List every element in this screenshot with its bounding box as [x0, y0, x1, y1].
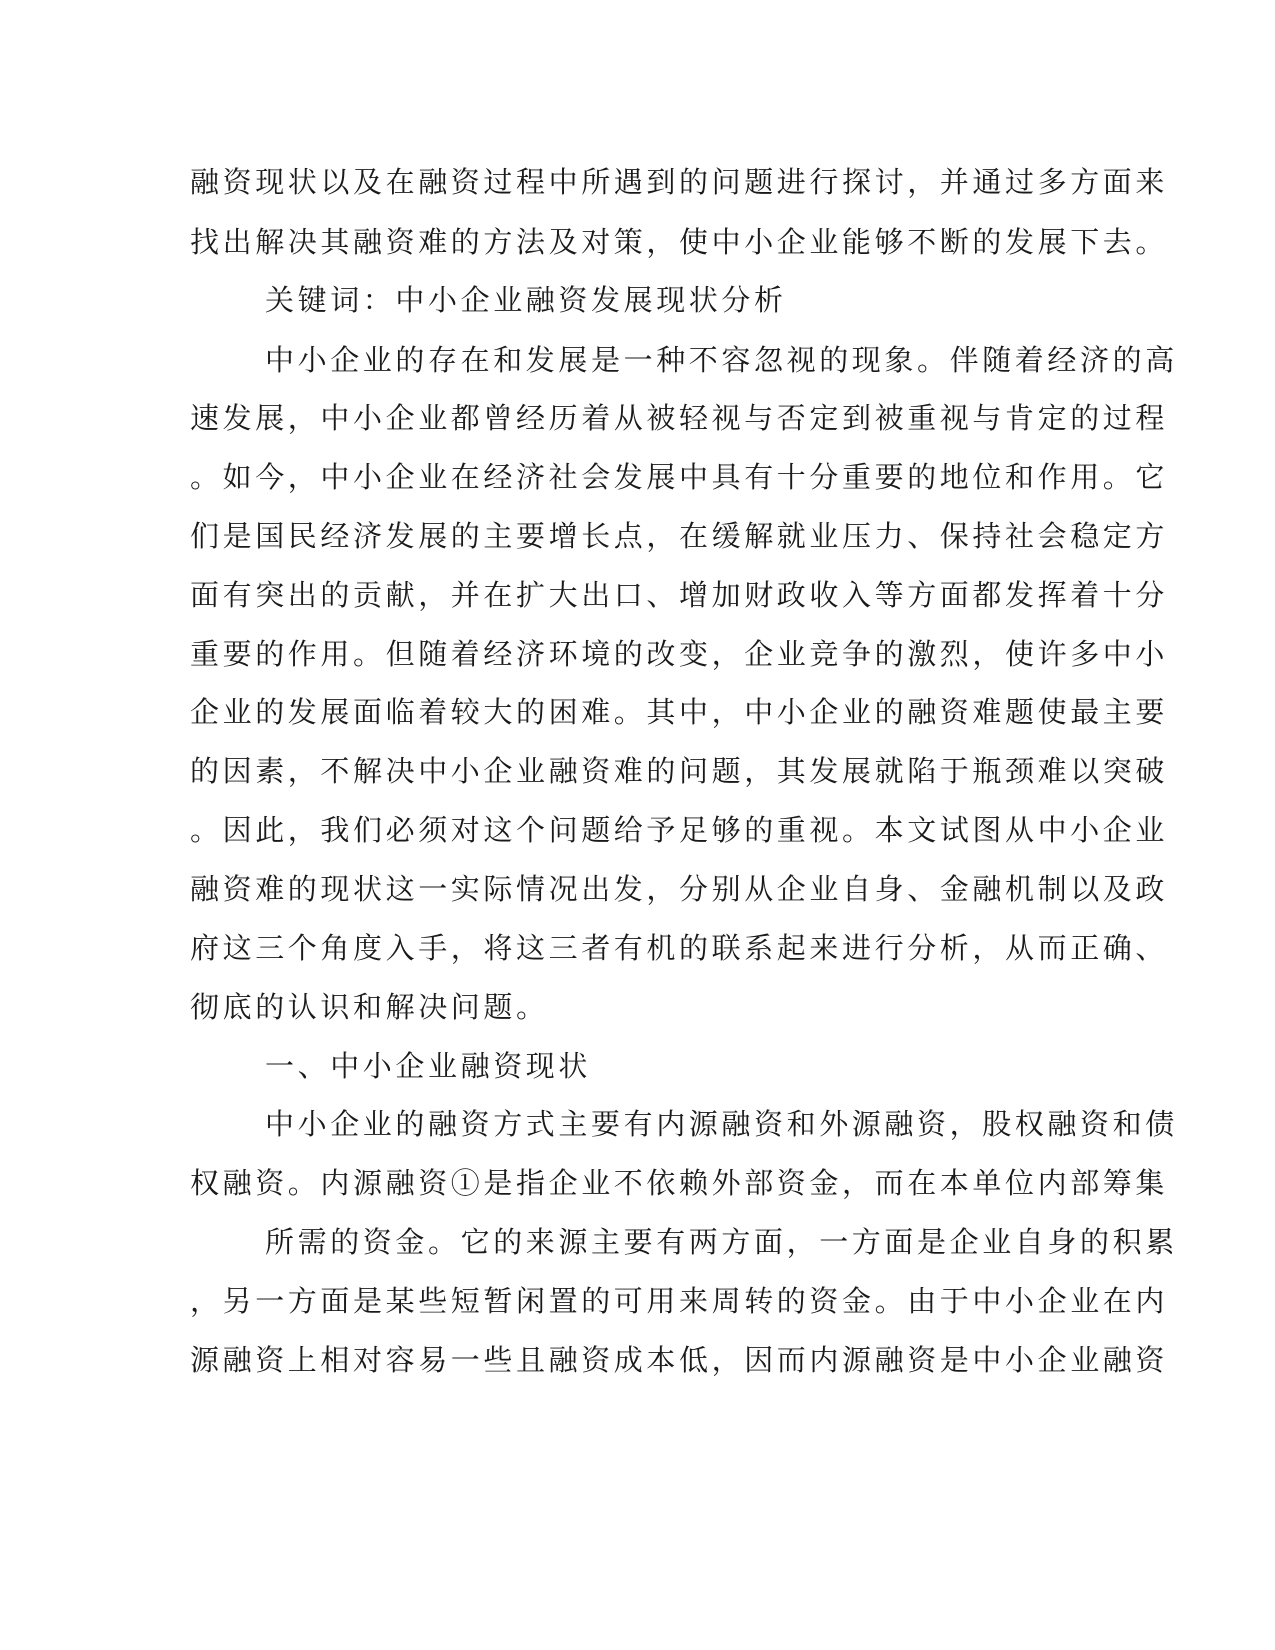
body-line: 融资现状以及在融资过程中所遇到的问题进行探讨，并通过多方面来 — [190, 165, 1169, 199]
body-line: 面有突出的贡献，并在扩大出口、增加财政收入等方面都发挥着十分 — [190, 578, 1169, 612]
paragraph-start-line: 中小企业的融资方式主要有内源融资和外源融资，股权融资和债 — [265, 1107, 1178, 1141]
body-line: 府这三个角度入手，将这三者有机的联系起来进行分析，从而正确、 — [190, 931, 1169, 965]
body-line: 速发展，中小企业都曾经历着从被轻视与否定到被重视与肯定的过程 — [190, 401, 1169, 435]
body-line: 。因此，我们必须对这个问题给予足够的重视。本文试图从中小企业 — [190, 813, 1169, 847]
body-line: 找出解决其融资难的方法及对策，使中小企业能够不断的发展下去。 — [190, 225, 1169, 259]
body-line: 的因素，不解决中小企业融资难的问题，其发展就陷于瓶颈难以突破 — [190, 754, 1169, 788]
body-line: 彻底的认识和解决问题。 — [190, 990, 549, 1024]
body-line: 源融资上相对容易一些且融资成本低，因而内源融资是中小企业融资 — [190, 1343, 1169, 1377]
body-line: 们是国民经济发展的主要增长点，在缓解就业压力、保持社会稳定方 — [190, 519, 1169, 553]
keywords-line: 关键词：中小企业融资发展现状分析 — [265, 283, 787, 317]
body-line: 重要的作用。但随着经济环境的改变，企业竞争的激烈，使许多中小 — [190, 637, 1169, 671]
body-line: 融资难的现状这一实际情况出发，分别从企业自身、金融机制以及政 — [190, 872, 1169, 906]
paragraph-start-line: 所需的资金。它的来源主要有两方面，一方面是企业自身的积累 — [265, 1225, 1178, 1259]
paragraph-start-line: 中小企业的存在和发展是一种不容忽视的现象。伴随着经济的高 — [265, 343, 1178, 377]
body-line: ，另一方面是某些短暂闲置的可用来周转的资金。由于中小企业在内 — [190, 1284, 1169, 1318]
body-line: 企业的发展面临着较大的困难。其中，中小企业的融资难题使最主要 — [190, 695, 1169, 729]
body-line: 。如今，中小企业在经济社会发展中具有十分重要的地位和作用。它 — [190, 460, 1169, 494]
section-heading: 一、中小企业融资现状 — [265, 1049, 592, 1083]
body-line: 权融资。内源融资①是指企业不依赖外部资金，而在本单位内部筹集 — [190, 1166, 1169, 1200]
